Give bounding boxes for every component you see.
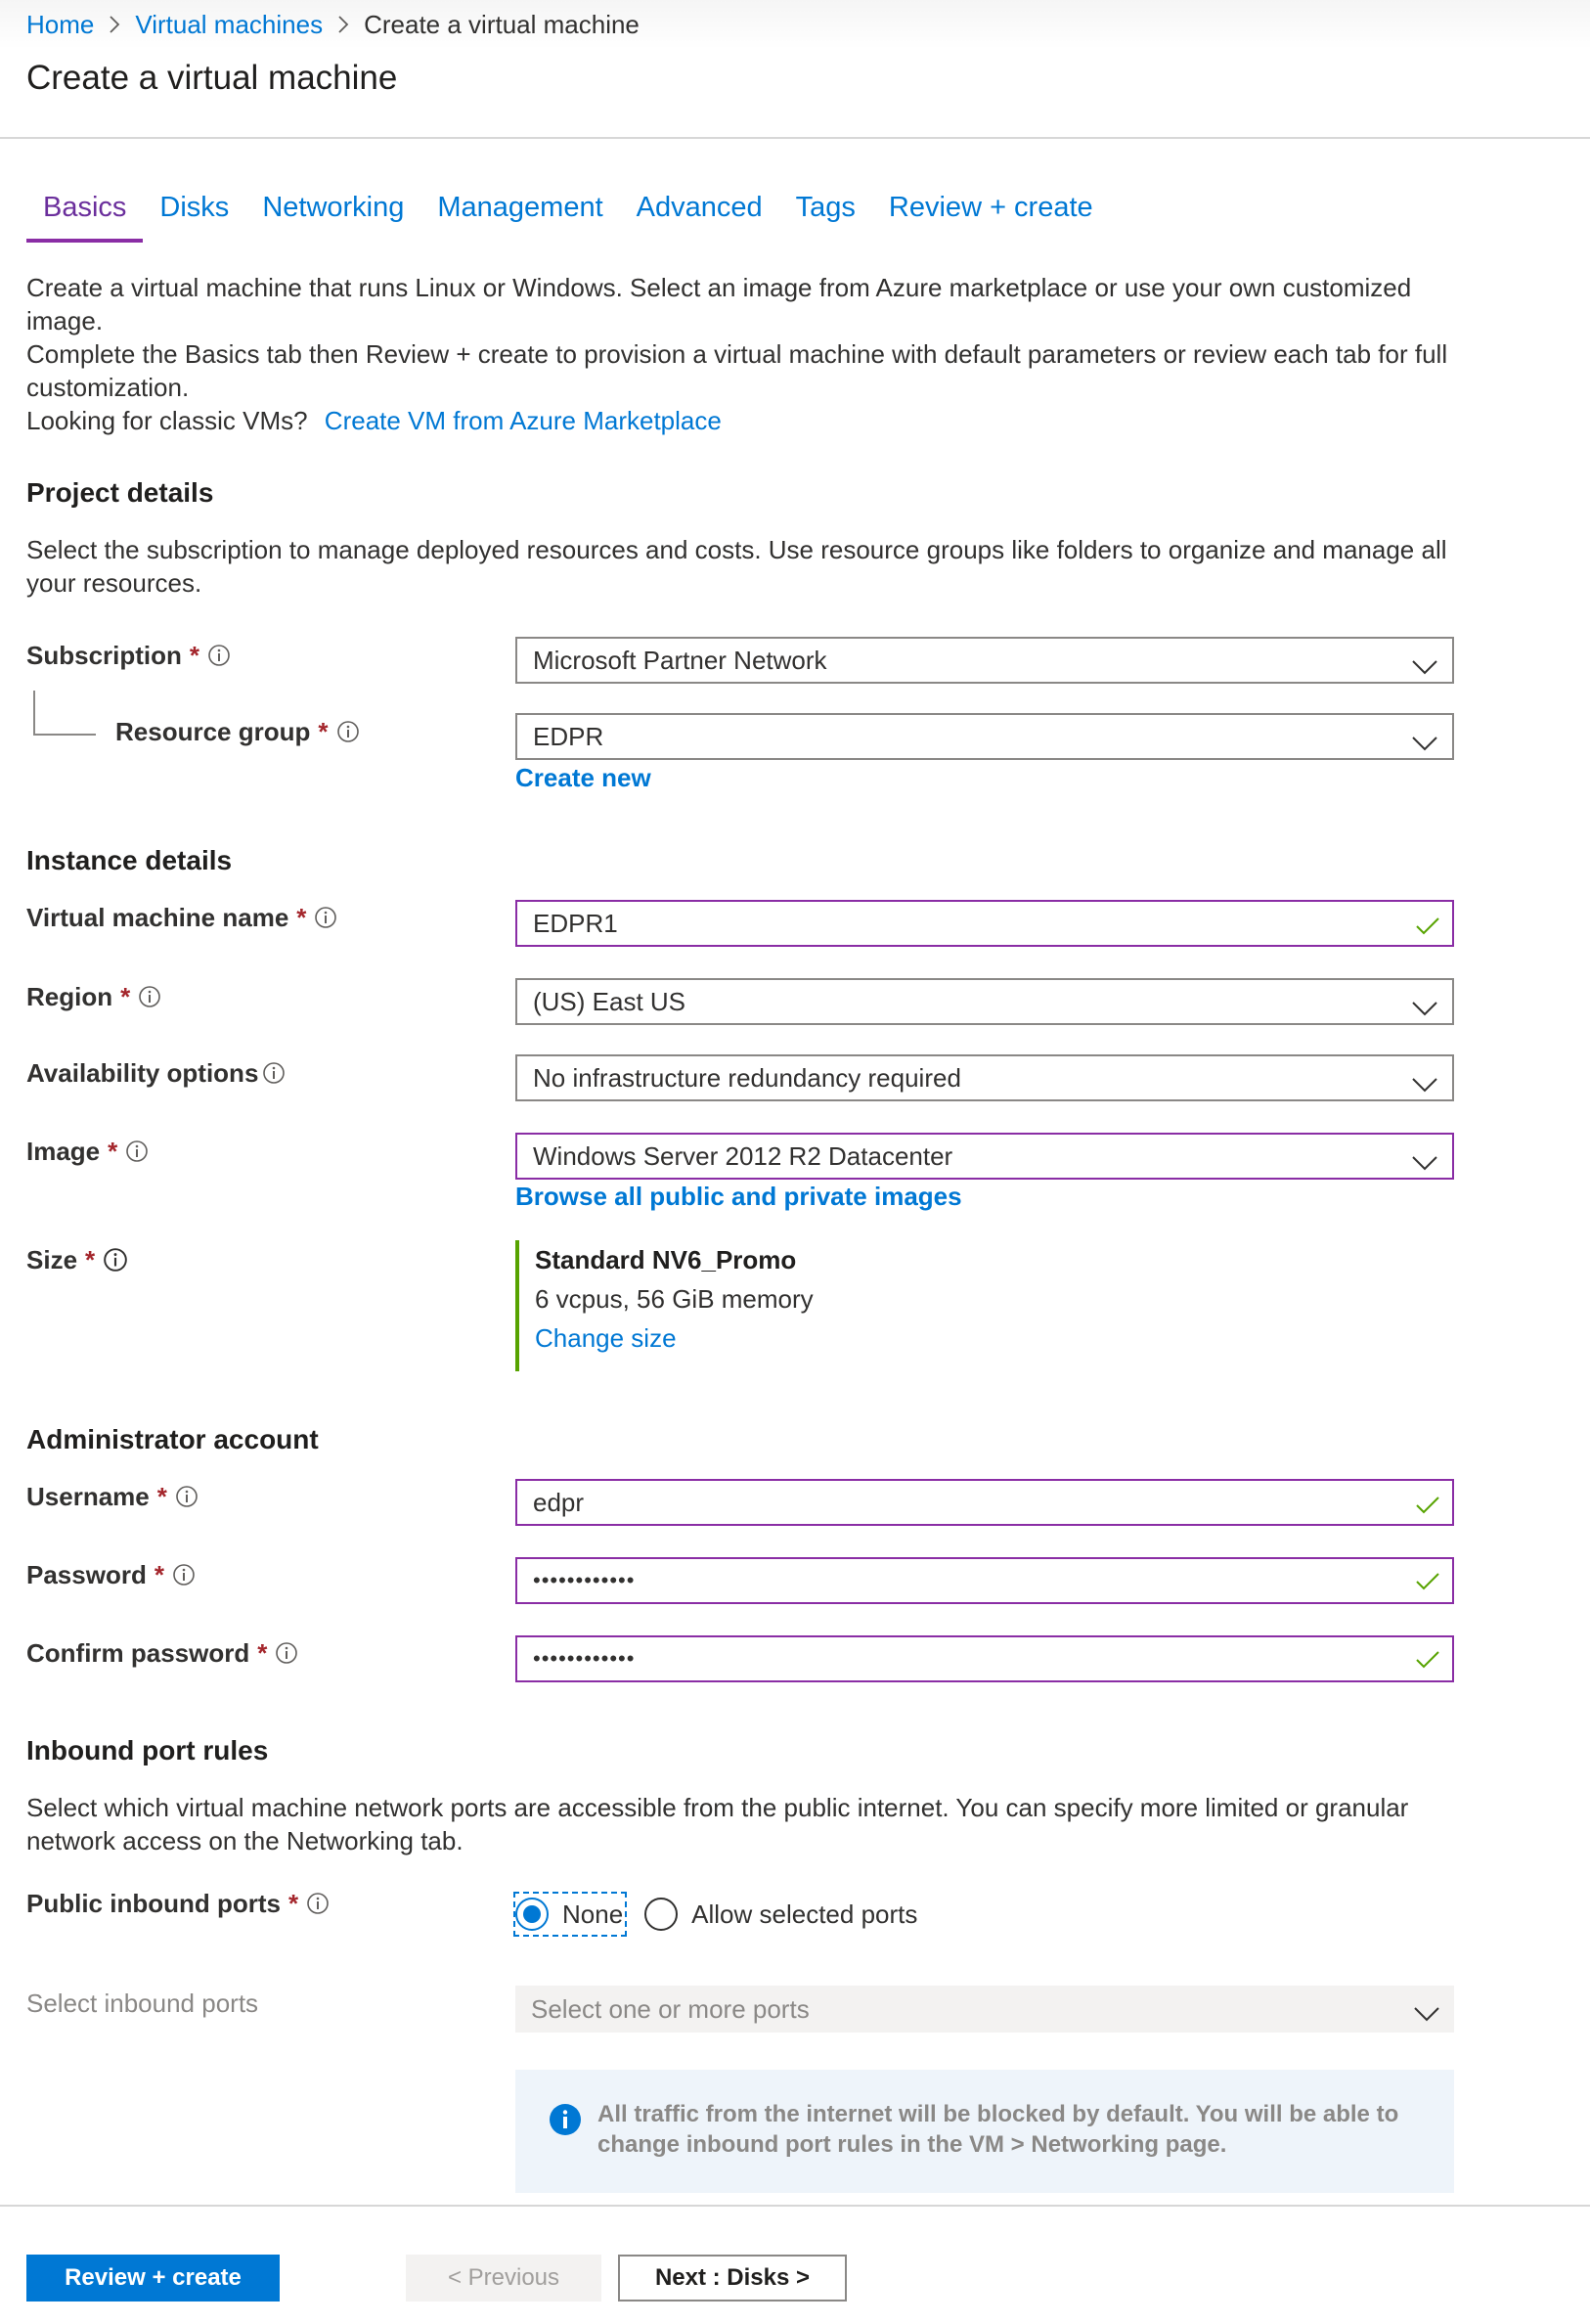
checkmark-icon bbox=[1415, 1493, 1440, 1523]
password-value: •••••••••••• bbox=[533, 1568, 636, 1592]
info-text-line2: change inbound port rules in the VM > Networking page. bbox=[597, 2131, 1227, 2158]
tab-tags[interactable]: Tags bbox=[795, 192, 856, 223]
info-icon[interactable] bbox=[138, 985, 161, 1008]
instance-details-heading: Instance details bbox=[26, 845, 233, 875]
availability-label-text: Availability options bbox=[26, 1057, 259, 1088]
review-create-button[interactable]: Review + create bbox=[26, 2255, 280, 2302]
tab-disks[interactable]: Disks bbox=[159, 192, 230, 223]
checkmark-icon bbox=[1415, 1571, 1440, 1598]
previous-button: < Previous bbox=[406, 2255, 601, 2302]
tab-review-create[interactable]: Review + create bbox=[888, 192, 1093, 223]
footer-divider bbox=[0, 2205, 1590, 2207]
subscription-value: Microsoft Partner Network bbox=[533, 645, 827, 675]
radio-none-label: None bbox=[562, 1899, 624, 1929]
public-inbound-ports-label-text: Public inbound ports bbox=[26, 1888, 281, 1918]
image-label-text: Image bbox=[26, 1136, 101, 1166]
password-label-text: Password bbox=[26, 1559, 147, 1589]
password-input[interactable] bbox=[515, 1557, 1454, 1604]
info-filled-icon bbox=[549, 2103, 582, 2141]
breadcrumb-current: Create a virtual machine bbox=[364, 9, 640, 39]
info-text-line1: All traffic from the internet will be blocked by default. You will be able to bbox=[597, 2101, 1399, 2127]
chevron-right-icon bbox=[108, 15, 121, 34]
checkmark-icon bbox=[1415, 1649, 1440, 1676]
required-asterisk: * bbox=[189, 640, 200, 670]
page-title: Create a virtual machine bbox=[26, 59, 398, 97]
size-name: Standard NV6_Promo bbox=[535, 1245, 797, 1274]
info-icon[interactable] bbox=[314, 906, 337, 929]
size-description: 6 vcpus, 56 GiB memory bbox=[535, 1284, 814, 1314]
region-label bbox=[26, 979, 161, 1014]
inbound-info-panel bbox=[515, 2070, 1454, 2193]
info-icon[interactable] bbox=[175, 1485, 199, 1508]
region-dropdown[interactable] bbox=[515, 978, 1454, 1025]
username-label-text: Username bbox=[26, 1481, 150, 1511]
tab-basics[interactable]: Basics bbox=[26, 192, 143, 243]
required-asterisk: * bbox=[108, 1136, 118, 1166]
project-details-desc-line1: Select the subscription to manage deployed resources and costs. Use resource groups like folders to organize and manage all bbox=[26, 535, 1447, 564]
subscription-label bbox=[26, 638, 231, 673]
inbound-desc-line1: Select which virtual machine network ports are accessible from the public internet. You can specify more limited or granular bbox=[26, 1793, 1409, 1822]
chevron-down-icon bbox=[1411, 729, 1438, 759]
chevron-down-icon bbox=[1411, 1070, 1438, 1100]
intro-text-line1: Create a virtual machine that runs Linux or Windows. Select an image from Azure marketplace or use your own customized bbox=[26, 273, 1412, 302]
subscription-dropdown[interactable] bbox=[515, 637, 1454, 684]
confirm-password-value: •••••••••••• bbox=[533, 1646, 636, 1671]
image-label bbox=[26, 1134, 149, 1169]
resource-group-dropdown[interactable] bbox=[515, 713, 1454, 760]
tab-networking[interactable]: Networking bbox=[262, 192, 405, 223]
required-asterisk: * bbox=[154, 1559, 164, 1589]
confirm-password-input[interactable] bbox=[515, 1635, 1454, 1682]
info-icon[interactable] bbox=[262, 1061, 286, 1085]
availability-label bbox=[26, 1055, 286, 1091]
info-panel-text bbox=[597, 2099, 1398, 2160]
select-ports-placeholder: Select one or more ports bbox=[531, 1993, 810, 2024]
inbound-port-rules-heading: Inbound port rules bbox=[26, 1735, 269, 1765]
availability-value: No infrastructure redundancy required bbox=[533, 1062, 961, 1093]
intro-text-line2: image. bbox=[26, 306, 104, 335]
resource-group-value: EDPR bbox=[533, 721, 604, 751]
resource-group-label-text: Resource group bbox=[115, 716, 311, 746]
required-asterisk: * bbox=[156, 1481, 167, 1511]
username-label bbox=[26, 1479, 199, 1514]
vm-name-value: EDPR1 bbox=[533, 908, 618, 938]
required-asterisk: * bbox=[257, 1637, 268, 1668]
vm-name-label-text: Virtual machine name bbox=[26, 902, 289, 932]
region-label-text: Region bbox=[26, 981, 113, 1011]
size-label-text: Size bbox=[26, 1244, 78, 1274]
subscription-label-text: Subscription bbox=[26, 640, 182, 670]
info-icon[interactable] bbox=[306, 1892, 330, 1915]
breadcrumb bbox=[0, 0, 1590, 49]
info-icon[interactable] bbox=[336, 720, 360, 743]
region-value: (US) East US bbox=[533, 986, 686, 1016]
public-inbound-ports-label bbox=[26, 1886, 330, 1921]
intro-text-line3: Complete the Basics tab then Review + create to provision a virtual machine with default parameters or review each tab for full bbox=[26, 339, 1448, 369]
create-vm-marketplace-link[interactable]: Create VM from Azure Marketplace bbox=[324, 406, 722, 435]
breadcrumb-home[interactable]: Home bbox=[26, 9, 95, 39]
radio-button-unchecked bbox=[644, 1898, 678, 1931]
admin-account-heading: Administrator account bbox=[26, 1424, 319, 1454]
required-asterisk: * bbox=[318, 716, 329, 746]
chevron-down-icon bbox=[1411, 994, 1438, 1024]
intro-text-line4: customization. bbox=[26, 373, 190, 402]
classic-vm-row bbox=[26, 404, 722, 437]
select-inbound-ports-label: Select inbound ports bbox=[26, 1988, 259, 2018]
project-details-desc-line2: your resources. bbox=[26, 568, 202, 598]
radio-button-checked bbox=[515, 1898, 549, 1931]
select-inbound-ports-dropdown bbox=[515, 1986, 1454, 2033]
resource-group-label bbox=[115, 714, 360, 749]
tab-management[interactable]: Management bbox=[437, 192, 603, 223]
radio-dot bbox=[523, 1905, 541, 1923]
confirm-password-label-text: Confirm password bbox=[26, 1637, 250, 1668]
create-new-resource-group-link[interactable]: Create new bbox=[515, 763, 651, 792]
required-asterisk: * bbox=[287, 1888, 299, 1918]
resource-group-tree-connector bbox=[33, 691, 96, 736]
inbound-desc-line2: network access on the Networking tab. bbox=[26, 1826, 464, 1855]
chevron-down-icon bbox=[1411, 1148, 1438, 1179]
tab-bar bbox=[26, 192, 1110, 243]
confirm-password-label bbox=[26, 1635, 298, 1671]
classic-vm-prompt: Looking for classic VMs? bbox=[26, 406, 308, 435]
title-divider bbox=[0, 137, 1590, 139]
info-icon[interactable] bbox=[125, 1140, 149, 1163]
info-icon[interactable] bbox=[103, 1247, 128, 1273]
radio-none[interactable] bbox=[515, 1894, 625, 1935]
browse-images-link[interactable]: Browse all public and private images bbox=[515, 1182, 962, 1211]
info-icon[interactable] bbox=[172, 1563, 196, 1587]
chevron-right-icon bbox=[336, 15, 350, 34]
radio-allow-label: Allow selected ports bbox=[691, 1899, 918, 1929]
next-disks-button[interactable]: Next : Disks > bbox=[618, 2255, 847, 2302]
change-size-link[interactable]: Change size bbox=[535, 1323, 677, 1353]
username-value: edpr bbox=[533, 1487, 585, 1517]
required-asterisk: * bbox=[120, 981, 131, 1011]
tab-advanced[interactable]: Advanced bbox=[636, 192, 763, 223]
required-asterisk: * bbox=[296, 902, 307, 932]
password-label bbox=[26, 1557, 196, 1592]
chevron-down-icon bbox=[1411, 652, 1438, 683]
vm-name-input[interactable] bbox=[515, 900, 1454, 947]
breadcrumb-virtual-machines[interactable]: Virtual machines bbox=[135, 9, 324, 39]
public-inbound-ports-radio-group bbox=[515, 1893, 917, 1936]
chevron-down-icon bbox=[1413, 1999, 1440, 2030]
project-details-heading: Project details bbox=[26, 477, 214, 508]
info-icon[interactable] bbox=[275, 1641, 298, 1665]
username-input[interactable] bbox=[515, 1479, 1454, 1526]
info-icon[interactable] bbox=[207, 644, 231, 667]
checkmark-icon bbox=[1415, 914, 1440, 944]
size-summary bbox=[515, 1240, 814, 1371]
radio-allow-selected-ports[interactable] bbox=[644, 1894, 917, 1935]
size-label bbox=[26, 1242, 128, 1277]
image-value: Windows Server 2012 R2 Datacenter bbox=[533, 1140, 953, 1171]
image-dropdown[interactable] bbox=[515, 1133, 1454, 1180]
vm-name-label bbox=[26, 900, 337, 935]
required-asterisk: * bbox=[85, 1244, 96, 1274]
availability-dropdown[interactable] bbox=[515, 1054, 1454, 1101]
